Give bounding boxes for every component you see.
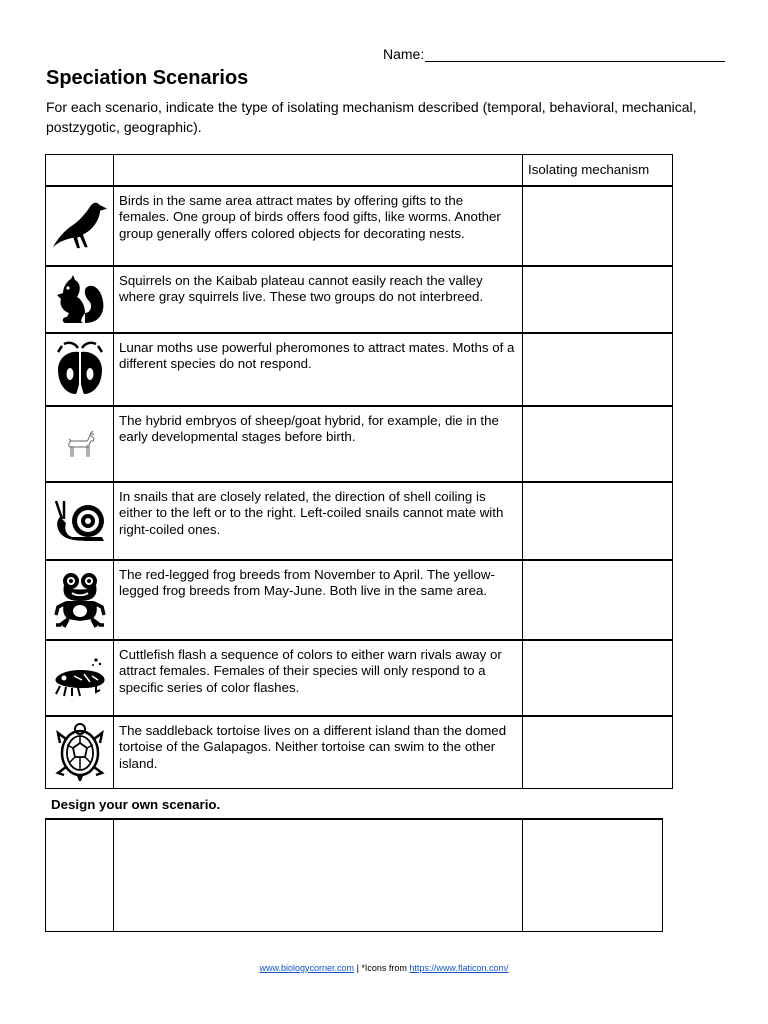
answer-cell[interactable] — [523, 640, 673, 716]
footer-separator: | *Icons from — [354, 963, 410, 973]
name-blank-line[interactable] — [425, 47, 725, 62]
table-row — [46, 333, 673, 406]
goat-icon — [63, 427, 97, 461]
instructions: For each scenario, indicate the type of isolating mechanism described (temporal, behavioral, mechanical, postzygotic, geographic). — [46, 99, 697, 135]
icon-cell — [46, 266, 114, 333]
biologycorner-link[interactable]: www.biologycorner.com — [259, 963, 355, 973]
icon-cell — [46, 716, 114, 789]
footer — [0, 963, 768, 973]
icon-cell — [46, 333, 114, 406]
frog-icon — [54, 571, 106, 629]
scenario-text: Squirrels on the Kaibab plateau cannot easily reach the valley where gray squirrels live. These two groups do not interbreed. — [114, 266, 523, 333]
table-row — [46, 406, 673, 482]
design-row — [46, 819, 663, 931]
table-row — [46, 186, 673, 266]
header-text-cell — [114, 155, 523, 186]
icon-cell — [46, 186, 114, 266]
table-row — [46, 482, 673, 560]
icon-cell — [46, 560, 114, 640]
table-row — [46, 560, 673, 640]
answer-cell[interactable] — [523, 266, 673, 333]
scenario-text: Cuttlefish flash a sequence of colors to either warn rivals away or attract females. Females of their species will only respond to a specific series of color flashes. — [114, 640, 523, 716]
design-icon-cell[interactable] — [46, 819, 114, 931]
moth-icon — [54, 340, 106, 398]
icon-cell — [46, 406, 114, 482]
scenario-text: The saddleback tortoise lives on a different island than the domed tortoise of the Galapagos. Neither tortoise can swim to the other island. — [114, 716, 523, 789]
tortoise-icon — [54, 723, 106, 781]
scenario-text: In snails that are closely related, the direction of shell coiling is either to the left or to the right. Left-coiled snails cannot mate with right-coiled ones. — [114, 482, 523, 560]
answer-cell[interactable] — [523, 186, 673, 266]
design-answer-cell[interactable] — [523, 819, 663, 931]
squirrel-icon — [55, 273, 105, 325]
scenario-text: Birds in the same area attract mates by offering gifts to the females. One group of birds offers food gifts, like worms. Another group generally offers colored objects for decorating nests. — [114, 186, 523, 266]
flaticon-link[interactable]: https://www.flaticon.com/ — [409, 963, 509, 973]
scenario-text: Lunar moths use powerful pheromones to attract mates. Moths of a different species do not respond. — [114, 333, 523, 406]
answer-cell[interactable] — [523, 482, 673, 560]
bird-icon — [51, 199, 109, 253]
scenario-table — [45, 154, 673, 789]
name-label: Name: — [383, 46, 425, 62]
snail-icon — [52, 499, 108, 543]
page-title: Speciation Scenarios — [46, 67, 249, 89]
icon-cell — [46, 482, 114, 560]
answer-cell[interactable] — [523, 406, 673, 482]
answer-cell[interactable] — [523, 716, 673, 789]
answer-cell[interactable] — [523, 333, 673, 406]
scenario-text: The hybrid embryos of sheep/goat hybrid, for example, die in the early developmental stages before birth. — [114, 406, 523, 482]
table-row — [46, 266, 673, 333]
icon-cell — [46, 640, 114, 716]
header-icon-cell — [46, 155, 114, 186]
name-field[interactable] — [383, 46, 725, 62]
scenario-text: The red-legged frog breeds from November to April. The yellow-legged frog breeds from May-June. Both live in the same area. — [114, 560, 523, 640]
header-isolating-mechanism: Isolating mechanism — [523, 155, 673, 186]
design-table — [45, 818, 663, 932]
header-row — [46, 155, 673, 186]
cuttlefish-icon — [52, 656, 108, 700]
table-row — [46, 640, 673, 716]
design-scenario-cell[interactable] — [114, 819, 523, 931]
table-row — [46, 716, 673, 789]
answer-cell[interactable] — [523, 560, 673, 640]
design-heading: Design your own scenario. — [51, 797, 221, 812]
